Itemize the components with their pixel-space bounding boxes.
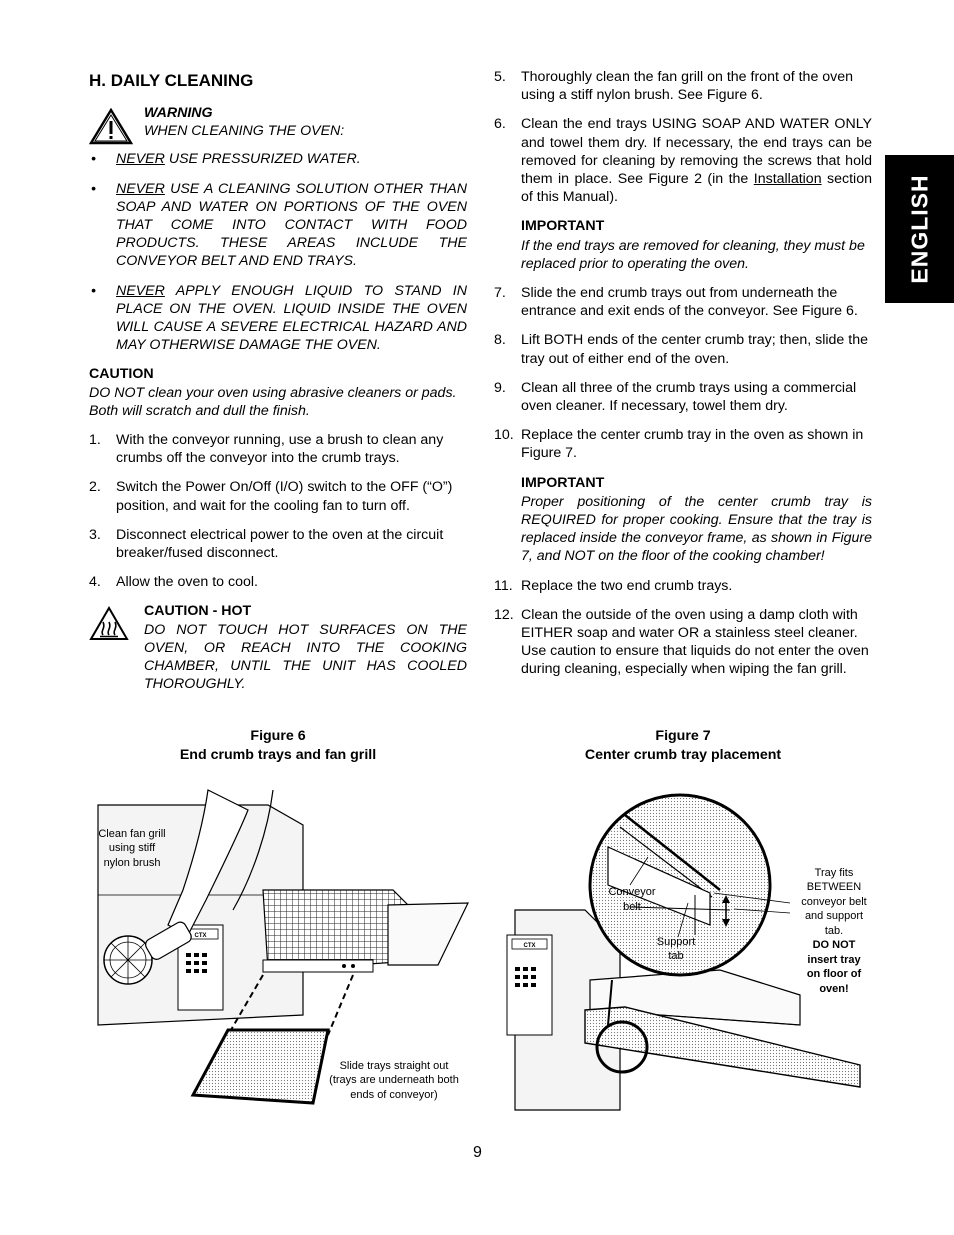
step-number: 2. (89, 479, 101, 496)
step-text: Lift BOTH ends of the center crumb tray; then, slide the tray out of either end of the oven. (521, 332, 868, 367)
figure-6-caption (98, 727, 458, 764)
do-not-line: insert tray (807, 954, 861, 966)
caution-block (89, 365, 467, 420)
bullet-dot: • (91, 282, 96, 299)
figure-7-caption (503, 727, 863, 764)
step-8 (494, 331, 872, 367)
step-9 (494, 379, 872, 415)
bullet-text: USE PRESSURIZED WATER. (164, 151, 361, 168)
step-number: 12. (494, 606, 514, 623)
step-number: 6. (494, 116, 506, 133)
bullet-dot: • (91, 151, 96, 168)
warning-bullet-3 (89, 282, 467, 355)
figure-6-illustration (88, 785, 478, 1110)
step-2 (89, 478, 467, 514)
page-number: 9 (473, 1144, 482, 1161)
bullet-text: APPLY ENOUGH LIQUID TO STAND IN PLACE ON THE OVEN. LIQUID INSIDE THE OVEN WILL CAUSE A SEVERE ELECTRICAL HAZARD AND MAY OTHERWISE DAMAGE THE OVEN. (116, 282, 467, 354)
hot-surface-icon (89, 606, 129, 642)
installation-reference: Installation (753, 171, 822, 188)
step-text: Replace the center crumb tray in the oven as shown in Figure 7. (521, 427, 864, 462)
trays-label (329, 1060, 459, 1101)
language-tab (885, 155, 954, 303)
step-number: 7. (494, 285, 506, 302)
control-panel (507, 935, 552, 1035)
step-number: 5. (494, 69, 506, 85)
warning-block (89, 104, 467, 140)
step-11 (494, 577, 872, 595)
step-12 (494, 606, 872, 679)
step-number: 4. (89, 574, 101, 591)
trays-label-line: ends of conveyor) (350, 1089, 438, 1101)
step-text: Disconnect electrical power to the oven at the circuit breaker/fused disconnect. (116, 526, 444, 562)
step-text: Clean the end trays USING SOAP AND WATER ONLY and towel them dry. If necessary, the end trays can be removed for cleaning by removing the screws that hold them in place. See Figure 2 (in the (521, 116, 872, 188)
step-number: 1. (89, 432, 101, 449)
step-number: 3. (89, 526, 101, 543)
do-not-line: DO NOT (812, 939, 856, 951)
step-text: Switch the Power On/Off (I/O) switch to the OFF (“O”) position, and wait for the cooling fan to turn off. (116, 479, 453, 514)
warning-triangle-icon (89, 108, 133, 146)
caution-hot-block (89, 602, 467, 693)
important-block-1 (521, 217, 872, 273)
important-block-2 (521, 474, 872, 566)
caution-hot-text: DO NOT TOUCH HOT SURFACES ON THE OVEN, OR REACH INTO THE COOKING CHAMBER, UNTIL THE UNIT HAS COOLED THOROUGHLY. (144, 621, 467, 693)
do-not-line: on floor of (806, 968, 862, 980)
tray-fits-line: Tray fits (814, 867, 854, 879)
end-tray (388, 903, 468, 965)
do-not-line: oven! (819, 983, 849, 995)
tray-fits-line: conveyor belt (801, 896, 867, 908)
important-text: Proper positioning of the center crumb tray is REQUIRED for proper cooking. Ensure that the tray is replaced inside the conveyor frame, as shown in Figure 7, and NOT on the floor of the cooking chamber! (521, 493, 872, 565)
brush-label-line: using stiff (108, 842, 156, 854)
step-number: 8. (494, 332, 506, 349)
caution-hot-title: CAUTION - HOT (144, 603, 252, 620)
figure-7-illustration (490, 785, 876, 1117)
logo-text: CTX (194, 933, 207, 939)
figure-6-title: End crumb trays and fan grill (179, 746, 377, 763)
warning-text: WHEN CLEANING THE OVEN: (144, 123, 345, 140)
important-text: If the end trays are removed for cleaning, they must be replaced prior to operating the oven. (521, 237, 865, 272)
step-6 (494, 115, 872, 206)
belt-label-line: belt (623, 901, 641, 913)
fan-grill (104, 936, 152, 984)
trays-label-line: (trays are underneath both (329, 1074, 459, 1086)
step-text: Clean all three of the crumb trays using a commercial oven cleaner. If necessary, towel them dry. (521, 379, 857, 415)
logo-text: CTX (523, 943, 536, 949)
figure-7-number: Figure 7 (655, 728, 711, 744)
step-text: Replace the two end crumb trays. (521, 577, 733, 594)
never-word: NEVER (116, 180, 165, 197)
warning-bullet-2 (89, 180, 467, 271)
step-text: Clean the outside of the oven using a damp cloth with EITHER soap and water OR a stainless steel cleaner. Use caution to ensure that liquids do not enter the oven during cleaning, especially when wiping the fan grill. (521, 606, 869, 678)
tray-fits-line: tab. (824, 925, 844, 937)
step-10 (494, 426, 872, 462)
brush-label-line: Clean fan grill (98, 828, 166, 840)
bullet-dot: • (91, 180, 96, 197)
tray-fits-line: BETWEEN (806, 881, 862, 893)
tray-fits-line: and support (804, 910, 864, 922)
crumb-tray (193, 1030, 328, 1103)
figure-6-number: Figure 6 (250, 728, 306, 744)
step-3 (89, 526, 467, 562)
language-tab-label: ENGLISH (906, 174, 932, 284)
step-text-end: section of this Manual). (521, 171, 872, 206)
step-text: Slide the end crumb trays out from underneath the entrance and exit ends of the conveyor. See Figure 6. (521, 285, 858, 320)
caution-text: DO NOT clean your oven using abrasive cleaners or pads. Both will scratch and dull the finish. (89, 384, 457, 419)
do-not-label (807, 939, 862, 995)
step-text: Thoroughly clean the fan grill on the front of the oven using a stiff nylon brush. See Figure 6. (521, 69, 854, 104)
warning-title: WARNING (144, 105, 213, 121)
step-1 (89, 431, 467, 467)
right-column (494, 68, 872, 690)
tab-label-line: Support (656, 936, 696, 948)
never-word: NEVER (116, 151, 165, 168)
bullet-text: USE A CLEANING SOLUTION OTHER THAN SOAP AND WATER ON PORTIONS OF THE OVEN THAT COME INTO CONTACT WITH FOOD PRODUCTS. THESE AREAS INCLUDE THE CONVEYOR BELT AND END TRAYS. (116, 180, 467, 270)
zoomed-detail (590, 795, 770, 975)
left-column (89, 68, 467, 703)
never-word: NEVER (116, 282, 165, 299)
step-5 (494, 68, 872, 104)
step-text: With the conveyor running, use a brush to clean any crumbs off the conveyor into the crumb trays. (116, 432, 444, 467)
important-title: IMPORTANT (521, 218, 605, 235)
step-text: Allow the oven to cool. (116, 574, 258, 591)
trays-label-line: Slide trays straight out (339, 1060, 449, 1072)
important-title: IMPORTANT (521, 474, 605, 491)
belt-label-line: Conveyor (608, 886, 656, 898)
section-heading: H. DAILY CLEANING (89, 71, 254, 90)
step-4 (89, 573, 467, 591)
caution-title: CAUTION (89, 366, 154, 383)
step-number: 9. (494, 379, 506, 396)
tab-label-line: tab (668, 950, 684, 962)
figure-7-title: Center crumb tray placement (584, 746, 782, 763)
step-number: 10. (494, 427, 514, 444)
warning-bullet-1 (89, 150, 467, 168)
tray-fits-label (801, 867, 866, 937)
brush-label-line: nylon brush (103, 857, 161, 869)
step-7 (494, 284, 872, 320)
step-number: 11. (494, 577, 513, 594)
